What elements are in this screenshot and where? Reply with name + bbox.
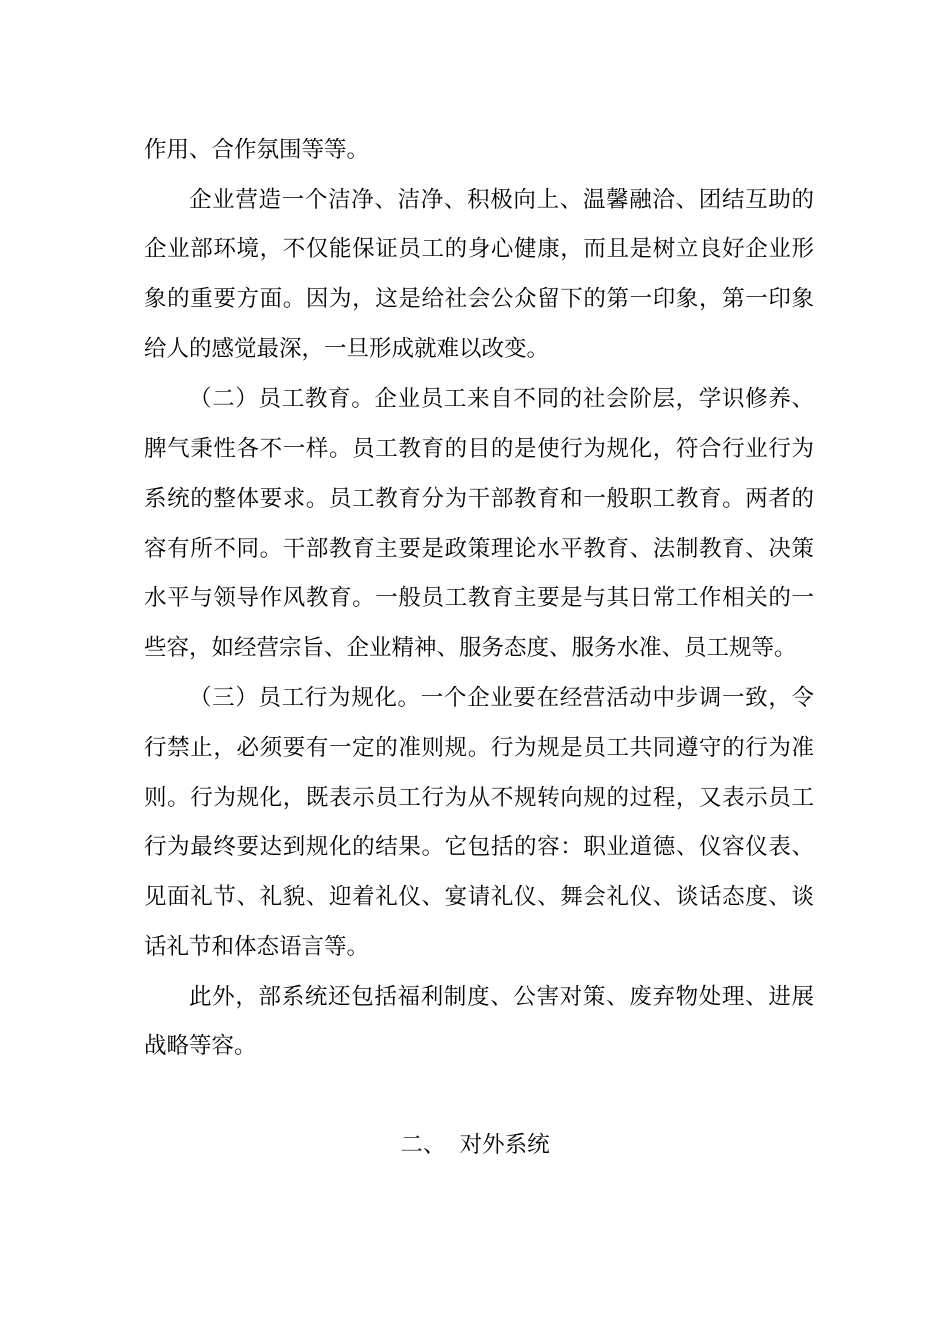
paragraph-line: 此外，部系统还包括福利制度、公害对策、废弃物处理、进展 [189, 984, 814, 1010]
paragraph-line: 企业部环境，不仅能保证员工的身心健康，而且是树立良好企业形 [144, 236, 814, 262]
paragraph-line: （三）员工行为规化。一个企业要在经营活动中步调一致，令 [189, 685, 814, 711]
paragraph-line: （二）员工教育。企业员工来自不同的社会阶层，学识修养、 [189, 386, 814, 412]
paragraph-line: 则。行为规化，既表示员工行为从不规转向规的过程，又表示员工 [144, 785, 814, 811]
paragraph-line: 行为最终要达到规化的结果。它包括的容：职业道德、仪容仪表、 [144, 834, 814, 860]
section-heading: 二、 对外系统 [400, 1132, 550, 1158]
paragraph-line: 系统的整体要求。员工教育分为干部教育和一般职工教育。两者的 [144, 486, 814, 512]
paragraph-line: 脾气秉性各不一样。员工教育的目的是使行为规化，符合行业行为 [144, 436, 814, 462]
paragraph-line: 水平与领导作风教育。一般员工教育主要是与其日常工作相关的一 [144, 585, 814, 611]
paragraph-line: 战略等容。 [144, 1033, 257, 1059]
paragraph-line: 容有所不同。干部教育主要是政策理论水平教育、法制教育、决策 [144, 536, 814, 562]
paragraph-line: 些容，如经营宗旨、企业精神、服务态度、服务水准、员工规等。 [144, 635, 797, 661]
paragraph-line: 给人的感觉最深，一旦形成就难以改变。 [144, 336, 550, 362]
paragraph-line: 企业营造一个洁净、洁净、积极向上、温馨融洽、团结互助的 [189, 187, 814, 213]
paragraph-line: 行禁止，必须要有一定的准则规。行为规是员工共同遵守的行为准 [144, 735, 814, 761]
paragraph-line: 见面礼节、礼貌、迎着礼仪、宴请礼仪、舞会礼仪、谈话态度、谈 [144, 884, 814, 910]
paragraph-line: 话礼节和体态语言等。 [144, 934, 370, 960]
paragraph-line: 象的重要方面。因为，这是给社会公众留下的第一印象，第一印象 [144, 286, 814, 312]
paragraph-line: 作用、合作氛围等等。 [144, 137, 370, 163]
